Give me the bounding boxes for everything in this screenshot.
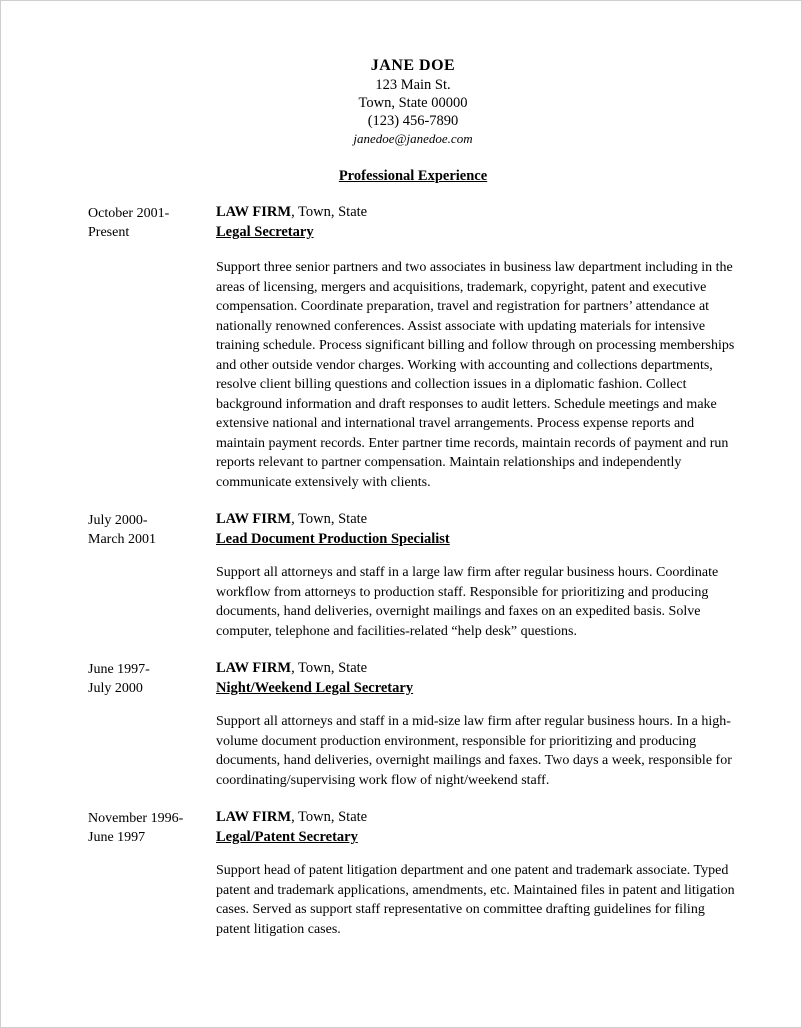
section-heading-professional-experience: Professional Experience — [338, 168, 488, 184]
entry-job-title: Lead Document Production Specialist — [216, 531, 450, 547]
entry-dates — [88, 203, 216, 242]
entry-date-start: October 2001- — [88, 206, 170, 221]
entry-employer-location: , Town, State — [291, 204, 368, 220]
entry-job-title: Night/Weekend Legal Secretary — [216, 680, 414, 696]
phone-number: (123) 456-7890 — [367, 113, 459, 129]
entry-body — [216, 808, 738, 939]
entry-employer-location: , Town, State — [291, 660, 368, 676]
entry-date-end: Present — [88, 225, 130, 240]
candidate-name: JANE DOE — [370, 57, 456, 74]
entry-date-start: July 2000- — [88, 513, 148, 528]
entry-employer-location: , Town, State — [291, 511, 368, 527]
entry-employer-name: LAW FIRM — [216, 660, 292, 676]
entry-date-end: July 2000 — [88, 681, 143, 696]
entry-job-title: Legal Secretary — [216, 224, 314, 240]
entry-description: Support head of patent litigation department and one patent and trademark associate. Typed patent and trademark applications, amendments, etc. Maintained files in patent and litigation cases. Served as support staff representative on committee drafting guidelines for filing patent litigation cases. — [216, 863, 735, 937]
experience-entry — [88, 510, 738, 641]
entry-body — [216, 203, 738, 492]
entry-employer-line — [216, 510, 738, 529]
entry-date-start: June 1997- — [88, 662, 150, 677]
entry-employer-line — [216, 203, 738, 222]
entry-body — [216, 510, 738, 641]
entry-description: Support all attorneys and staff in a large law firm after regular business hours. Coordinate workflow from attorneys to production staff. Responsible for prioritizing and producing documents, hand deliveries, overnight mailings and faxes on an expedited basis. Solve computer, telephone and facilities-related “help desk” questions. — [216, 565, 719, 639]
experience-entry — [88, 659, 738, 790]
experience-entry — [88, 203, 738, 492]
entry-job-title: Legal/Patent Secretary — [216, 829, 358, 845]
entry-dates — [88, 659, 216, 698]
address-line-1: 123 Main St. — [375, 77, 451, 93]
entry-employer-line — [216, 808, 738, 827]
entry-employer-name: LAW FIRM — [216, 204, 292, 220]
entry-date-end: June 1997 — [88, 830, 146, 845]
entry-date-start: November 1996- — [88, 811, 184, 826]
resume-header — [88, 56, 738, 148]
experience-entry — [88, 808, 738, 939]
entry-date-end: March 2001 — [88, 532, 157, 547]
entry-description: Support all attorneys and staff in a mid-size law firm after regular business hours. In a high-volume document production environment, responsible for prioritizing and producing documents, hand deliveries, overnight mailings and faxes. Two days a week, responsible for coordinating/supervising work flow of night/weekend staff. — [216, 714, 732, 788]
entry-employer-name: LAW FIRM — [216, 511, 292, 527]
entry-description: Support three senior partners and two associates in business law department including in the areas of licensing, mergers and acquisitions, trademark, copyright, patent and executive compensation. Coordinate preparation, travel and registration for partners’ attendance at nationally renowned conferences. Assist associate with updating materials for intensive training schedule. Process significant billing and follow through on processing memberships and other outside vendor charges. Working with accounting and collections departments, resolve client billing questions and collection issues in a diplomatic fashion. Collect background information and draft responses to audit letters. Schedule meetings and make extensive national and international travel arrangements. Process expense reports and maintain payment records. Enter partner time records, maintain records of payment and run reports relevant to partner compensation. Maintain relationships and independently communicate extensively with clients. — [216, 260, 735, 490]
entry-body — [216, 659, 738, 790]
entry-dates — [88, 510, 216, 549]
entry-employer-location: , Town, State — [291, 809, 368, 825]
resume-content — [88, 56, 738, 957]
entry-employer-name: LAW FIRM — [216, 809, 292, 825]
email-address: janedoe@janedoe.com — [353, 131, 473, 146]
entry-employer-line — [216, 659, 738, 678]
entry-dates — [88, 808, 216, 847]
address-line-2: Town, State 00000 — [358, 95, 468, 111]
